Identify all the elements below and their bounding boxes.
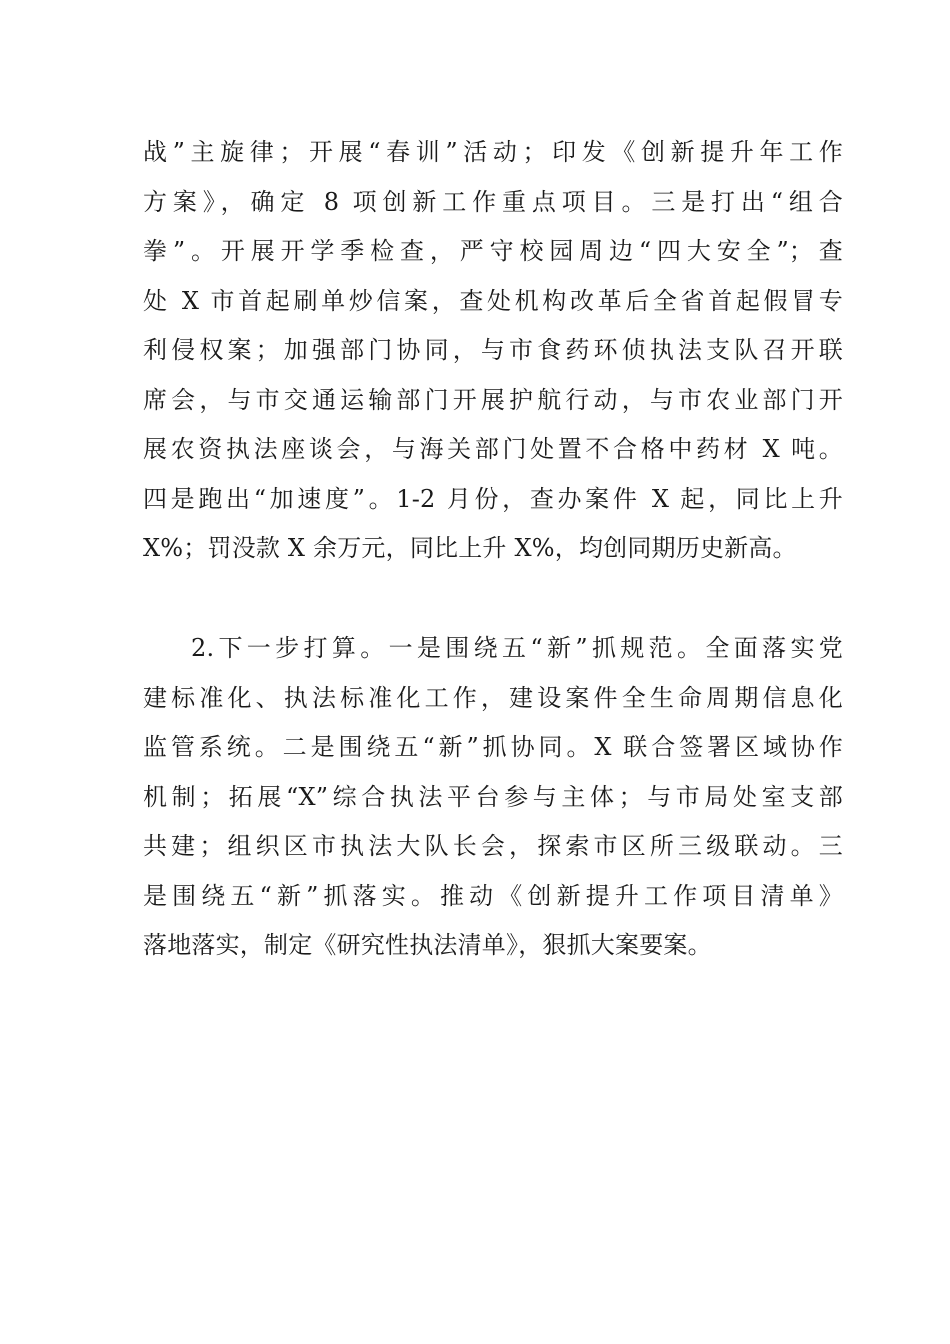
text-line: 拳”。开展开学季检查，严守校园周边“四大安全”；查 [143,237,843,265]
text-line: 四是跑出“加速度”。1-2 月份，查办案件 X 起，同比上升 [143,484,843,513]
paragraph-next-steps [143,624,843,971]
text-line: 建标准化、执法标准化工作，建设案件全生命周期信息化 [143,683,843,712]
text-line: 战”主旋律；开展“春训”活动；印发《创新提升年工作 [143,138,843,166]
text-line: 是围绕五“新”抓落实。推动《创新提升工作项目清单》 [143,881,843,910]
paragraph-work-summary [143,128,843,574]
text-line: 2.下一步打算。一是围绕五“新”抓规范。全面落实党 [191,634,843,662]
text-line: 利侵权案；加强部门协同，与市食药环侦执法支队召开联 [143,336,843,364]
text-line: 处 X 市首起刷单炒信案，查处机构改革后全省首起假冒专 [143,286,843,315]
text-line: 落地落实，制定《研究性执法清单》，狠抓大案要案。 [143,931,712,959]
text-line: 方案》，确定 8 项创新工作重点项目。三是打出“组合 [143,187,843,216]
text-line: 共建；组织区市执法大队长会，探索市区所三级联动。三 [143,832,843,860]
text-line: X%；罚没款 X 余万元，同比上升 X%，均创同期历史新高。 [143,534,797,562]
text-line: 展农资执法座谈会，与海关部门处置不合格中药材 X 吨。 [143,435,843,463]
text-line: 机制；拓展“X”综合执法平台参与主体；与市局处室支部 [143,782,843,811]
text-line: 监管系统。二是围绕五“新”抓协同。X 联合签署区域协作 [143,733,843,761]
text-line: 席会，与市交通运输部门开展护航行动，与市农业部门开 [143,385,843,414]
